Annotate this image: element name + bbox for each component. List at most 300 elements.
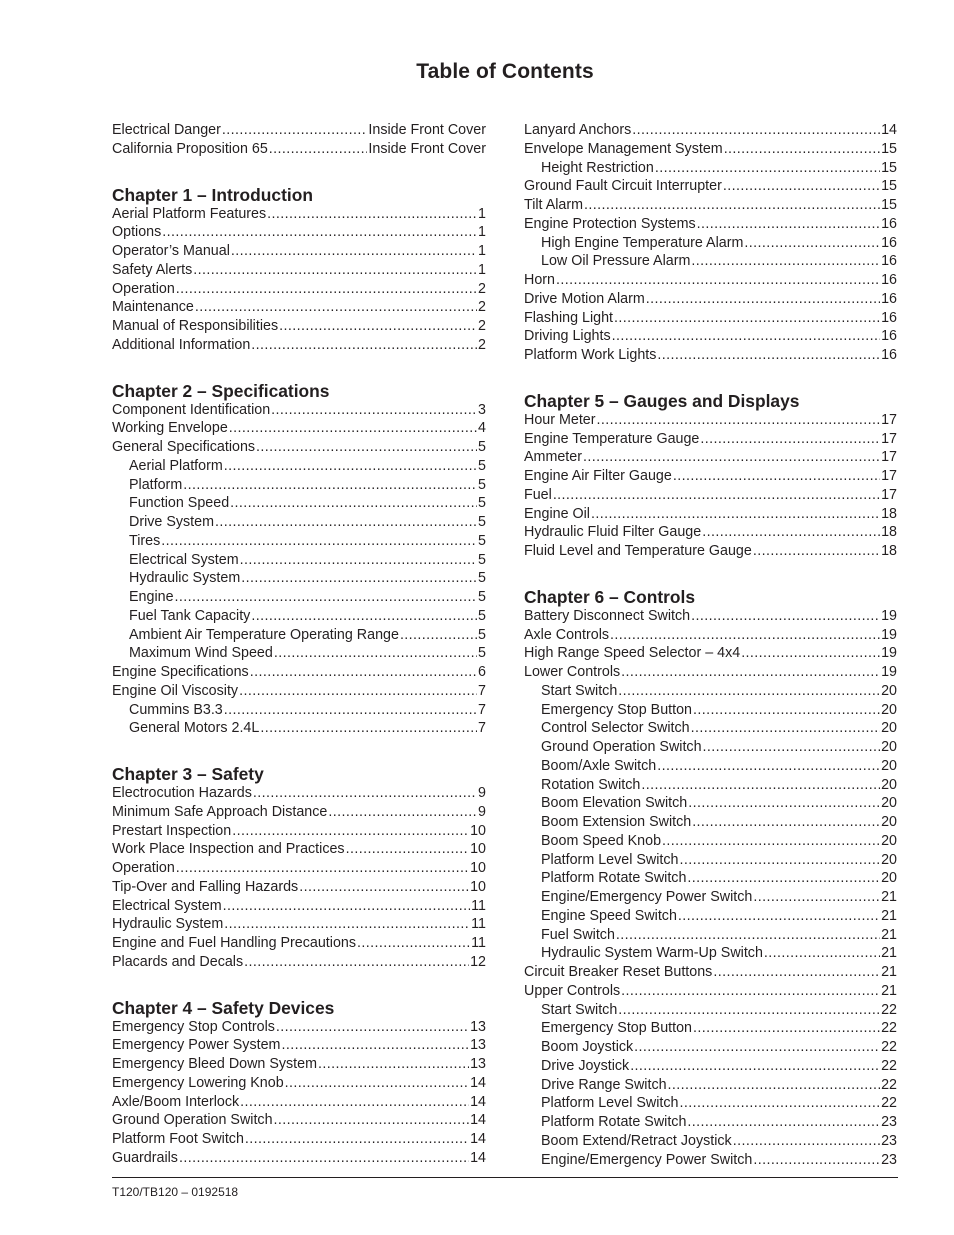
dot-leader bbox=[679, 851, 880, 870]
toc-entry-engine-speed-switch[interactable] bbox=[524, 907, 897, 926]
toc-entry-operation[interactable] bbox=[112, 859, 486, 878]
toc-entry-operation[interactable] bbox=[112, 280, 486, 299]
toc-entry-title: California Proposition 65 bbox=[112, 140, 268, 157]
dot-leader bbox=[256, 438, 477, 457]
toc-entry-guardrails[interactable] bbox=[112, 1149, 486, 1168]
toc-entry-title: Fluid Level and Temperature Gauge bbox=[524, 543, 752, 559]
toc-page-number: 15 bbox=[881, 140, 897, 157]
toc-entry-high-range-speed-selector-4x4[interactable] bbox=[524, 644, 897, 663]
dot-leader bbox=[179, 1149, 469, 1168]
toc-page-number: 17 bbox=[881, 486, 897, 503]
dot-leader bbox=[176, 280, 477, 299]
toc-entry-emergency-bleed-down-system[interactable] bbox=[112, 1055, 486, 1074]
toc-entry-drive-system[interactable] bbox=[112, 513, 486, 532]
toc-page-number: 7 bbox=[478, 682, 486, 699]
toc-entry-fuel[interactable] bbox=[524, 486, 897, 505]
dot-leader bbox=[621, 982, 880, 1001]
toc-entry-tip-over-and-falling-hazards[interactable] bbox=[112, 878, 486, 897]
toc-entry-title: High Range Speed Selector – 4x4 bbox=[524, 645, 741, 662]
toc-entry-electrical-system[interactable] bbox=[112, 897, 486, 916]
toc-entry-title: General Motors 2.4L bbox=[129, 720, 260, 737]
chapter-heading: Chapter 6 – Controls bbox=[524, 586, 696, 607]
toc-entry-hydraulic-system[interactable] bbox=[112, 569, 486, 588]
dot-leader bbox=[245, 1130, 469, 1149]
toc-entry-axle-controls[interactable] bbox=[524, 626, 897, 645]
page-title: Table of Contents bbox=[416, 60, 594, 83]
toc-entry-ammeter[interactable] bbox=[524, 448, 897, 467]
toc-entry-ambient-air-temperature-operating-range[interactable] bbox=[112, 626, 486, 645]
toc-entry-safety-alerts[interactable] bbox=[112, 261, 486, 280]
dot-leader bbox=[161, 532, 477, 551]
toc-entry-electrical-system[interactable] bbox=[112, 551, 486, 570]
toc-entry-title: Working Envelope bbox=[112, 420, 228, 437]
toc-entry-minimum-safe-approach-distance[interactable] bbox=[112, 803, 486, 822]
dot-leader bbox=[741, 644, 880, 663]
toc-page-number: 20 bbox=[881, 682, 897, 699]
toc-entry-engine[interactable] bbox=[112, 588, 486, 607]
dot-leader bbox=[591, 505, 880, 524]
dot-leader bbox=[357, 934, 470, 953]
dot-leader bbox=[764, 944, 880, 963]
toc-page-number: 9 bbox=[478, 785, 486, 801]
toc-entry-title: Boom Joystick bbox=[541, 1039, 634, 1055]
toc-entry-title: Drive System bbox=[129, 514, 214, 530]
toc-page-number: 13 bbox=[470, 1056, 486, 1072]
toc-entry-title: Ground Operation Switch bbox=[112, 1112, 273, 1129]
dot-leader bbox=[702, 523, 880, 542]
toc-page-number: 14 bbox=[881, 122, 897, 138]
toc-page-number: 16 bbox=[881, 347, 897, 363]
toc-page-number: 14 bbox=[470, 1131, 486, 1147]
toc-page-number: Inside Front Cover bbox=[368, 140, 486, 157]
toc-entry-fuel-tank-capacity[interactable] bbox=[112, 607, 486, 626]
dot-leader bbox=[700, 430, 880, 449]
toc-page-number: 22 bbox=[881, 1076, 897, 1093]
toc-entry-title: Boom Elevation Switch bbox=[541, 795, 688, 812]
toc-entry-title: Height Restriction bbox=[541, 159, 654, 176]
toc-page-number: 21 bbox=[881, 945, 897, 962]
toc-page-number: 1 bbox=[478, 243, 486, 259]
toc-entry-battery-disconnect-switch[interactable] bbox=[524, 607, 897, 626]
dot-leader bbox=[328, 803, 477, 822]
toc-entry-title: Boom Speed Knob bbox=[541, 832, 662, 849]
toc-entry-cummins-b3-3[interactable] bbox=[112, 701, 486, 720]
toc-page-number: 3 bbox=[478, 401, 486, 418]
toc-entry-platform-work-lights[interactable] bbox=[524, 346, 897, 365]
toc-entry-tilt-alarm[interactable] bbox=[524, 196, 897, 215]
toc-entry-working-envelope[interactable] bbox=[112, 419, 486, 438]
toc-entry-title: Tires bbox=[129, 532, 161, 549]
toc-entry-horn[interactable] bbox=[524, 271, 897, 290]
toc-page-number: 16 bbox=[881, 309, 897, 326]
toc-entry-maximum-wind-speed[interactable] bbox=[112, 644, 486, 663]
toc-page-number: 20 bbox=[881, 739, 897, 755]
toc-entry-title: Fuel bbox=[524, 486, 552, 503]
toc-page-number: 17 bbox=[881, 411, 897, 428]
toc-entry-title: Electrical System bbox=[129, 551, 239, 568]
dot-leader bbox=[584, 196, 880, 215]
toc-entry-manual-of-responsibilities[interactable] bbox=[112, 317, 486, 336]
toc-entry-platform-foot-switch[interactable] bbox=[112, 1130, 486, 1149]
toc-page-number: 9 bbox=[478, 803, 486, 820]
dot-leader bbox=[224, 915, 470, 934]
toc-page-number: 1 bbox=[478, 205, 486, 222]
toc-entry-title: Engine/Emergency Power Switch bbox=[541, 889, 753, 905]
dot-leader bbox=[175, 588, 478, 607]
dot-leader bbox=[703, 738, 881, 757]
toc-entry-platform-level-switch[interactable] bbox=[524, 851, 897, 870]
toc-entry-title: Boom/Axle Switch bbox=[541, 757, 657, 774]
dot-leader bbox=[632, 121, 880, 140]
toc-page-number: 13 bbox=[470, 1018, 486, 1035]
toc-page-number: 10 bbox=[470, 878, 486, 895]
toc-page-number: 18 bbox=[881, 524, 897, 541]
toc-page-number: 14 bbox=[470, 1074, 486, 1091]
dot-leader bbox=[239, 682, 477, 701]
toc-entry-title: Driving Lights bbox=[524, 328, 611, 345]
dot-leader bbox=[276, 1018, 469, 1037]
toc-entry-title: Ground Operation Switch bbox=[541, 739, 702, 755]
dot-leader bbox=[195, 298, 477, 317]
toc-page-number: 20 bbox=[881, 870, 897, 887]
dot-leader bbox=[400, 626, 477, 645]
dot-leader bbox=[240, 551, 477, 570]
dot-leader bbox=[678, 907, 880, 926]
dot-leader bbox=[274, 644, 477, 663]
toc-entry-title: Engine Speed Switch bbox=[541, 907, 677, 924]
toc-page-number: Inside Front Cover bbox=[368, 122, 486, 138]
toc-entry-hydraulic-system-warm-up-switch[interactable] bbox=[524, 944, 897, 963]
toc-page-number: 15 bbox=[881, 197, 897, 213]
toc-entry-title: Hydraulic System Warm-Up Switch bbox=[541, 945, 763, 962]
toc-entry-title: Horn bbox=[524, 272, 555, 288]
dot-leader bbox=[634, 1038, 880, 1057]
toc-page-number: 5 bbox=[478, 645, 486, 662]
dot-leader bbox=[285, 1074, 469, 1093]
toc-entry-title: Envelope Management System bbox=[524, 140, 723, 157]
toc-entry-title: Electrocution Hazards bbox=[112, 785, 252, 801]
dot-leader bbox=[556, 271, 880, 290]
toc-entry-title: Boom Extension Switch bbox=[541, 814, 692, 830]
toc-entry-title: Upper Controls bbox=[524, 982, 621, 999]
toc-entry-fuel-switch[interactable] bbox=[524, 926, 897, 945]
toc-entry-work-place-inspection-and-practices[interactable] bbox=[112, 840, 486, 859]
toc-entry-platform-rotate-switch[interactable] bbox=[524, 869, 897, 888]
toc-page-number: 5 bbox=[478, 551, 486, 568]
toc-page-number: 20 bbox=[881, 757, 897, 774]
toc-page-number: 18 bbox=[881, 505, 897, 522]
toc-entry-height-restriction[interactable] bbox=[524, 159, 897, 178]
dot-leader bbox=[630, 1057, 880, 1076]
toc-entry-drive-range-switch[interactable] bbox=[524, 1076, 897, 1095]
toc-page-number: 14 bbox=[470, 1112, 486, 1129]
dot-leader bbox=[224, 457, 477, 476]
dot-leader bbox=[655, 159, 880, 178]
chapter-heading: Chapter 4 – Safety Devices bbox=[112, 997, 335, 1018]
toc-entry-hour-meter[interactable] bbox=[524, 411, 897, 430]
toc-entry-title: Drive Range Switch bbox=[541, 1076, 667, 1093]
dot-leader bbox=[614, 309, 880, 328]
toc-page-number: 16 bbox=[881, 215, 897, 232]
toc-entry-engine-protection-systems[interactable] bbox=[524, 215, 897, 234]
toc-entry-title: Ambient Air Temperature Operating Range bbox=[129, 626, 399, 643]
toc-page-number: 19 bbox=[881, 626, 897, 643]
toc-entry-flashing-light[interactable] bbox=[524, 309, 897, 328]
chapter-heading: Chapter 3 – Safety bbox=[112, 764, 264, 784]
toc-entry-platform-level-switch[interactable] bbox=[524, 1094, 897, 1113]
toc-page-number: 4 bbox=[478, 420, 486, 437]
toc-entry-component-identification[interactable] bbox=[112, 401, 486, 420]
toc-entry-additional-information[interactable] bbox=[112, 336, 486, 355]
toc-entry-fluid-level-and-temperature-gauge[interactable] bbox=[524, 542, 897, 561]
toc-page-number: 20 bbox=[881, 851, 897, 868]
toc-page-number: 16 bbox=[881, 328, 897, 345]
dot-leader bbox=[618, 682, 880, 701]
toc-page-number: 6 bbox=[478, 664, 486, 680]
toc-page-number: 16 bbox=[881, 290, 897, 307]
toc-page-number: 5 bbox=[478, 589, 486, 605]
toc-entry-title: Flashing Light bbox=[524, 309, 614, 326]
dot-leader bbox=[232, 822, 469, 841]
toc-page-number: 23 bbox=[881, 1151, 897, 1168]
toc-entry-title: Fuel Switch bbox=[541, 926, 615, 943]
toc-page-number: 5 bbox=[478, 439, 486, 455]
toc-entry-start-switch[interactable] bbox=[524, 682, 897, 701]
toc-page-number: 16 bbox=[881, 234, 897, 251]
toc-entry-title: Engine Air Filter Gauge bbox=[524, 468, 672, 484]
dot-leader bbox=[618, 1001, 880, 1020]
toc-entry-boom-axle-switch[interactable] bbox=[524, 757, 897, 776]
toc-entry-aerial-platform-features[interactable] bbox=[112, 205, 486, 224]
dot-leader bbox=[215, 513, 477, 532]
toc-entry-title: Manual of Responsibilities bbox=[112, 318, 279, 334]
toc-page-number: 13 bbox=[470, 1037, 486, 1054]
dot-leader bbox=[241, 569, 477, 588]
toc-entry-title: Minimum Safe Approach Distance bbox=[112, 803, 328, 820]
toc-entry-boom-extension-switch[interactable] bbox=[524, 813, 897, 832]
toc-page-number: 11 bbox=[471, 897, 486, 914]
toc-entry-upper-controls[interactable] bbox=[524, 982, 897, 1001]
toc-entry-emergency-power-system[interactable] bbox=[112, 1036, 486, 1055]
toc-entry-title: Lanyard Anchors bbox=[524, 122, 632, 138]
dot-leader bbox=[687, 1113, 880, 1132]
toc-entry-platform-rotate-switch[interactable] bbox=[524, 1113, 897, 1132]
dot-leader bbox=[269, 140, 368, 159]
toc-entry-title: Platform bbox=[129, 476, 183, 493]
toc-entry-hydraulic-system[interactable] bbox=[112, 915, 486, 934]
toc-entry-hydraulic-fluid-filter-gauge[interactable] bbox=[524, 523, 897, 542]
dot-leader bbox=[733, 1132, 880, 1151]
toc-entry-title: Platform Foot Switch bbox=[112, 1131, 244, 1147]
toc-entry-drive-motion-alarm[interactable] bbox=[524, 290, 897, 309]
toc-entry-lanyard-anchors[interactable] bbox=[524, 121, 897, 140]
toc-entry-function-speed[interactable] bbox=[112, 494, 486, 513]
toc-entry-drive-joystick[interactable] bbox=[524, 1057, 897, 1076]
dot-leader bbox=[222, 121, 368, 140]
toc-entry-boom-joystick[interactable] bbox=[524, 1038, 897, 1057]
toc-entry-title: Aerial Platform Features bbox=[112, 205, 267, 222]
toc-entry-title: Component Identification bbox=[112, 401, 271, 418]
toc-entry-platform[interactable] bbox=[112, 476, 486, 495]
toc-page-number: 15 bbox=[881, 159, 897, 176]
toc-entry-ground-operation-switch[interactable] bbox=[524, 738, 897, 757]
toc-entry-title: Platform Level Switch bbox=[541, 851, 679, 868]
toc-entry-low-oil-pressure-alarm[interactable] bbox=[524, 252, 897, 271]
toc-entry-boom-elevation-switch[interactable] bbox=[524, 794, 897, 813]
toc-entry-title: Operation bbox=[112, 280, 175, 297]
dot-leader bbox=[162, 223, 477, 242]
toc-entry-title: Low Oil Pressure Alarm bbox=[541, 253, 691, 270]
toc-entry-driving-lights[interactable] bbox=[524, 327, 897, 346]
toc-page-number: 16 bbox=[881, 253, 897, 270]
toc-entry-emergency-stop-controls[interactable] bbox=[112, 1018, 486, 1037]
toc-entry-emergency-stop-button[interactable] bbox=[524, 701, 897, 720]
toc-page-number: 17 bbox=[881, 449, 897, 466]
dot-leader bbox=[230, 494, 477, 513]
toc-entry-control-selector-switch[interactable] bbox=[524, 719, 897, 738]
dot-leader bbox=[679, 1094, 880, 1113]
toc-entry-title: Work Place Inspection and Practices bbox=[112, 841, 345, 858]
chapter-heading: Chapter 2 – Specifications bbox=[112, 380, 330, 401]
toc-entry-circuit-breaker-reset-buttons[interactable] bbox=[524, 963, 897, 982]
toc-entry-california-proposition-65[interactable] bbox=[112, 140, 486, 159]
toc-entry-title: Start Switch bbox=[541, 1001, 618, 1018]
toc-entry-engine-oil-viscosity[interactable] bbox=[112, 682, 486, 701]
toc-entry-start-switch[interactable] bbox=[524, 1001, 897, 1020]
dot-leader bbox=[687, 869, 880, 888]
toc-entry-engine-and-fuel-handling-precautions[interactable] bbox=[112, 934, 486, 953]
toc-entry-title: Start Switch bbox=[541, 682, 618, 699]
dot-leader bbox=[691, 719, 881, 738]
toc-entry-title: Tilt Alarm bbox=[524, 197, 584, 213]
toc-page-number: 1 bbox=[478, 261, 486, 278]
toc-page-number: 19 bbox=[881, 607, 897, 624]
toc-page-number: 22 bbox=[881, 1095, 897, 1112]
toc-entry-boom-extend-retract-joystick[interactable] bbox=[524, 1132, 897, 1151]
toc-entry-rotation-switch[interactable] bbox=[524, 776, 897, 795]
toc-entry-title: Ammeter bbox=[524, 449, 582, 466]
toc-right-column bbox=[524, 121, 897, 1169]
toc-entry-title: Operator’s Manual bbox=[112, 243, 230, 259]
toc-page-number: 20 bbox=[881, 814, 897, 830]
toc-page-number: 5 bbox=[478, 476, 486, 493]
dot-leader bbox=[693, 701, 880, 720]
toc-page-number: 23 bbox=[881, 1114, 897, 1130]
toc-entry-operator-s-manual[interactable] bbox=[112, 242, 486, 261]
toc-entry-tires[interactable] bbox=[112, 532, 486, 551]
toc-entry-title: Operation bbox=[112, 860, 175, 876]
toc-entry-title: Axle/Boom Interlock bbox=[112, 1093, 240, 1110]
toc-entry-maintenance[interactable] bbox=[112, 298, 486, 317]
dot-leader bbox=[616, 926, 880, 945]
toc-page-number: 21 bbox=[881, 889, 897, 905]
toc-page-number: 20 bbox=[881, 832, 897, 849]
dot-leader bbox=[688, 794, 880, 813]
toc-entry-title: Rotation Switch bbox=[541, 776, 641, 793]
toc-entry-engine-air-filter-gauge[interactable] bbox=[524, 467, 897, 486]
toc-entry-title: Maximum Wind Speed bbox=[129, 645, 273, 662]
dot-leader bbox=[253, 784, 477, 803]
toc-entry-lower-controls[interactable] bbox=[524, 663, 897, 682]
toc-entry-title: Emergency Stop Button bbox=[541, 701, 692, 718]
toc-entry-options[interactable] bbox=[112, 223, 486, 242]
toc-entry-emergency-stop-button[interactable] bbox=[524, 1019, 897, 1038]
toc-entry-title: Engine/Emergency Power Switch bbox=[541, 1151, 753, 1168]
toc-entry-boom-speed-knob[interactable] bbox=[524, 832, 897, 851]
toc-entry-ground-fault-circuit-interrupter[interactable] bbox=[524, 177, 897, 196]
dot-leader bbox=[723, 177, 880, 196]
toc-page-number: 17 bbox=[881, 468, 897, 484]
toc-entry-ground-operation-switch[interactable] bbox=[112, 1111, 486, 1130]
dot-leader bbox=[274, 1111, 470, 1130]
toc-entry-prestart-inspection[interactable] bbox=[112, 822, 486, 841]
toc-entry-engine-oil[interactable] bbox=[524, 505, 897, 524]
toc-entry-aerial-platform[interactable] bbox=[112, 457, 486, 476]
toc-page-number: 22 bbox=[881, 1001, 897, 1018]
dot-leader bbox=[553, 486, 880, 505]
toc-page-number: 5 bbox=[478, 532, 486, 549]
toc-entry-envelope-management-system[interactable] bbox=[524, 140, 897, 159]
toc-entry-title: Hydraulic System bbox=[129, 570, 241, 587]
toc-entry-title: Emergency Lowering Knob bbox=[112, 1074, 284, 1091]
toc-entry-title: High Engine Temperature Alarm bbox=[541, 234, 744, 251]
footer-doc-id: T120/TB120 – 0192518 bbox=[112, 1185, 239, 1199]
toc-entry-title: Platform Rotate Switch bbox=[541, 1114, 687, 1130]
toc-entry-title: Engine Specifications bbox=[112, 664, 249, 680]
dot-leader bbox=[267, 205, 477, 224]
toc-page-number: 23 bbox=[881, 1132, 897, 1149]
dot-leader bbox=[250, 663, 477, 682]
toc-entry-title: Safety Alerts bbox=[112, 261, 193, 278]
toc-entry-electrical-danger[interactable] bbox=[112, 121, 486, 140]
dot-leader bbox=[753, 888, 880, 907]
toc-page-number: 5 bbox=[478, 495, 486, 512]
dot-leader bbox=[223, 897, 471, 916]
toc-entry-title: Function Speed bbox=[129, 495, 230, 512]
toc-entry-title: Hour Meter bbox=[524, 411, 596, 428]
toc-entry-engine-specifications[interactable] bbox=[112, 663, 486, 682]
toc-entry-engine-emergency-power-switch[interactable] bbox=[524, 888, 897, 907]
toc-entry-title: Battery Disconnect Switch bbox=[524, 607, 691, 624]
toc-entry-electrocution-hazards[interactable] bbox=[112, 784, 486, 803]
toc-page-number: 20 bbox=[881, 701, 897, 718]
dot-leader bbox=[724, 140, 880, 159]
toc-entry-engine-emergency-power-switch[interactable] bbox=[524, 1151, 897, 1170]
toc-entry-general-specifications[interactable] bbox=[112, 438, 486, 457]
toc-entry-title: Boom Extend/Retract Joystick bbox=[541, 1132, 732, 1149]
toc-entry-high-engine-temperature-alarm[interactable] bbox=[524, 234, 897, 253]
toc-page-number: 11 bbox=[471, 916, 486, 933]
toc-page-number: 15 bbox=[881, 178, 897, 195]
toc-page-number: 2 bbox=[478, 318, 486, 334]
toc-entry-title: Aerial Platform bbox=[129, 457, 223, 474]
dot-leader bbox=[668, 1076, 881, 1095]
toc-entry-engine-temperature-gauge[interactable] bbox=[524, 430, 897, 449]
toc-page-number: 5 bbox=[478, 570, 486, 587]
dot-leader bbox=[251, 607, 477, 626]
toc-entry-placards-and-decals[interactable] bbox=[112, 953, 486, 972]
toc-entry-general-motors-2-4l[interactable] bbox=[112, 719, 486, 738]
toc-page-number: 5 bbox=[478, 607, 486, 624]
toc-entry-title: Platform Work Lights bbox=[524, 347, 657, 363]
toc-entry-title: Engine and Fuel Handling Precautions bbox=[112, 935, 357, 951]
footer-divider bbox=[112, 1177, 898, 1178]
dot-leader bbox=[183, 476, 477, 495]
toc-entry-emergency-lowering-knob[interactable] bbox=[112, 1074, 486, 1093]
toc-page-number: 12 bbox=[470, 953, 486, 970]
toc-entry-axle-boom-interlock[interactable] bbox=[112, 1093, 486, 1112]
toc-entry-title: Engine Oil Viscosity bbox=[112, 682, 239, 699]
